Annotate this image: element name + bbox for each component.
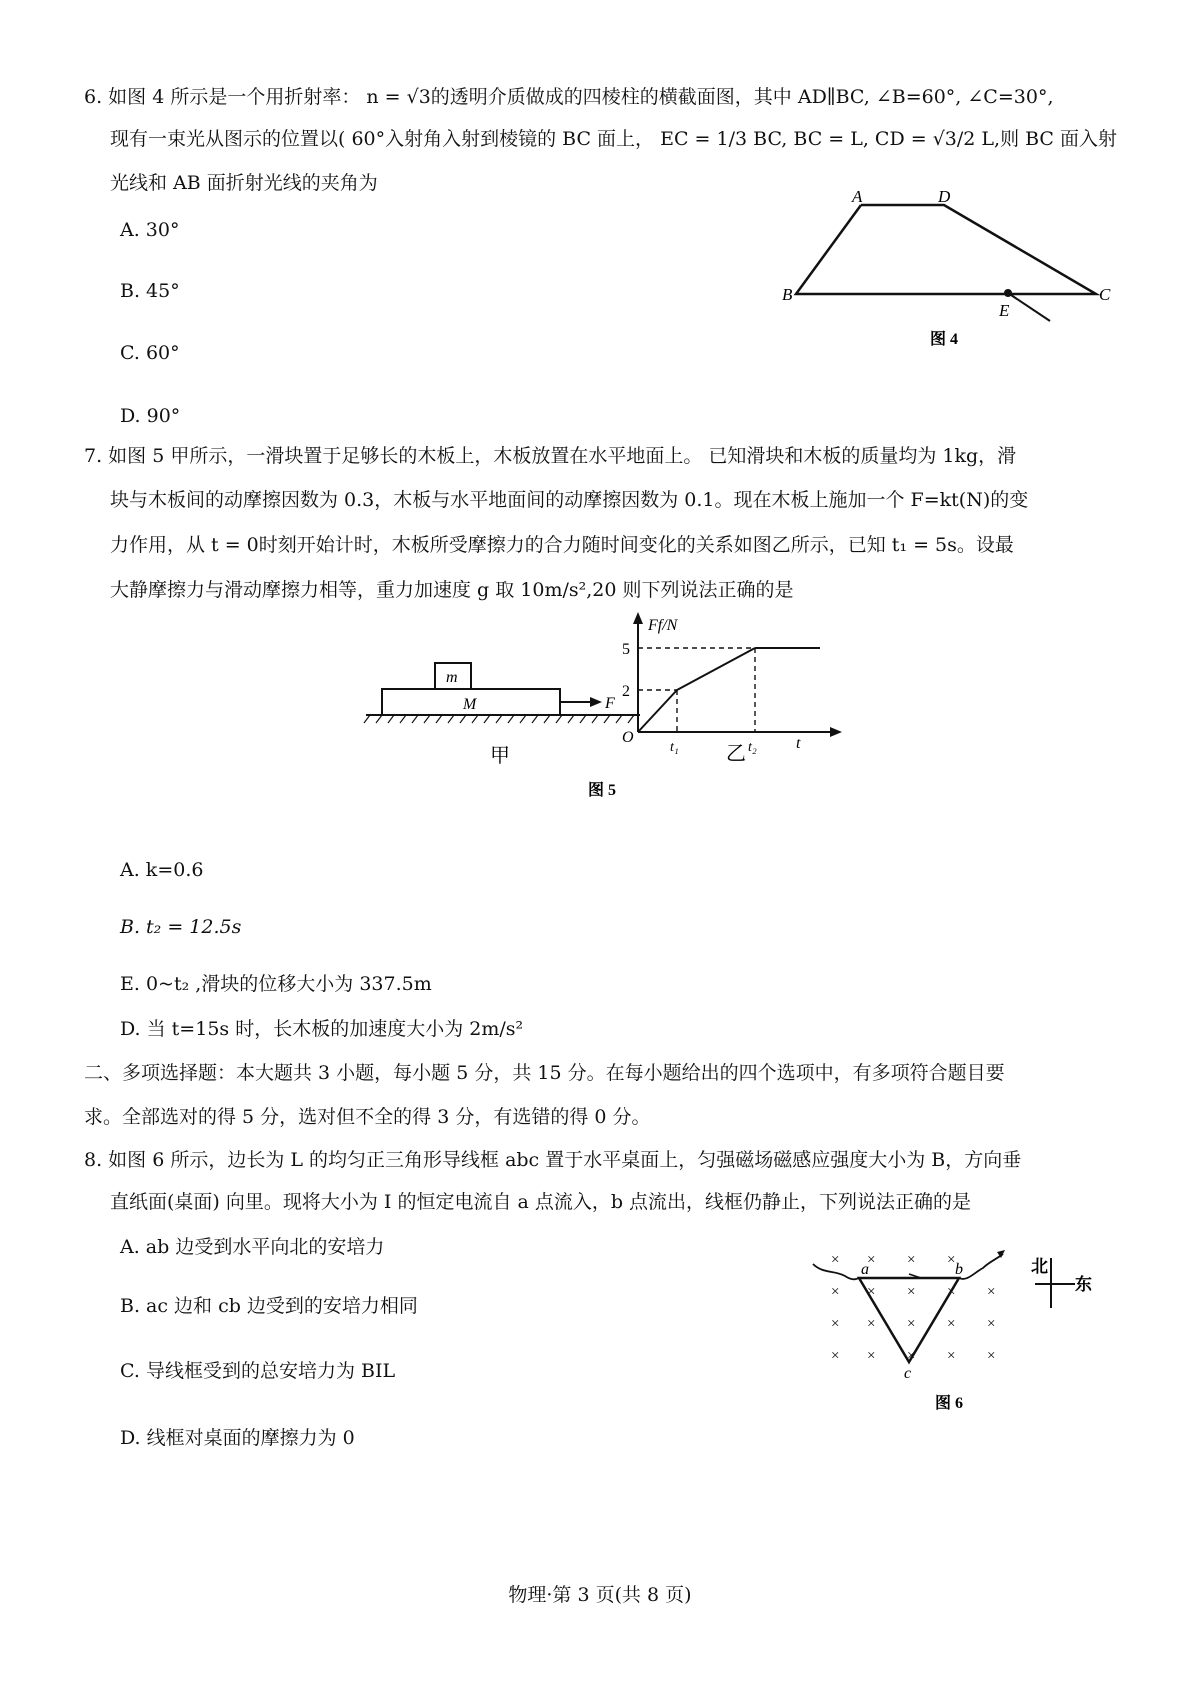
fig5-graph-ylabel: Ff/N xyxy=(648,617,678,634)
fig4-label-d: D xyxy=(938,187,951,206)
svg-text:×: × xyxy=(831,1252,840,1268)
figure-5 xyxy=(350,610,850,825)
fig5-graph-t2: t₂ xyxy=(748,740,757,755)
q7-stem-line-2: 块与木板间的动摩擦因数为 0.3，木板与水平地面间的动摩擦因数为 0.1。现在木板上施加一个 F=kt(N)的变 xyxy=(110,489,1029,511)
q8-option-c: C. 导线框受到的总安培力为 BIL xyxy=(120,1360,396,1382)
q6-stem-line-3: 光线和 AB 面折射光线的夹角为 xyxy=(110,172,378,194)
svg-text:×: × xyxy=(907,1348,916,1364)
page-footer: 物理·第 3 页(共 8 页) xyxy=(508,1584,692,1606)
q7-option-d: D. 当 t=15s 时，长木板的加速度大小为 2m/s² xyxy=(120,1018,524,1040)
fig5-force-label: F xyxy=(605,695,615,712)
q7-option-a: A. k=0.6 xyxy=(120,859,204,881)
fig5-caption-jia: 甲 xyxy=(490,745,510,767)
q7-option-b: B. t₂ = 12.5s xyxy=(120,916,242,938)
q8-option-a: A. ab 边受到水平向北的安培力 xyxy=(120,1236,385,1258)
fig5-graph-xlabel: t xyxy=(796,735,801,752)
q6-option-c: C. 60° xyxy=(120,342,180,364)
q6-option-a: A. 30° xyxy=(120,219,180,241)
figure-6-magnetic-field xyxy=(805,1250,1105,1420)
q7-option-e: E. 0~t₂ ,滑块的位移大小为 337.5m xyxy=(120,973,432,995)
fig4-caption: 图 4 xyxy=(930,331,959,348)
q8-stem-line-2: 直纸面(桌面) 向里。现将大小为 I 的恒定电流自 a 点流入，b 点流出，线框仍静止，下列说法正确的是 xyxy=(110,1191,972,1213)
section2-intro-line-2: 求。全部选对的得 5 分，选对但不全的得 3 分，有选错的得 0 分。 xyxy=(84,1106,651,1128)
q6-option-b: B. 45° xyxy=(120,280,180,302)
svg-text:×: × xyxy=(987,1316,996,1332)
svg-text:×: × xyxy=(867,1316,876,1332)
fig5-block-label: m xyxy=(446,669,458,686)
fig5-board-label: M xyxy=(463,696,477,713)
fig6-compass-north: 北 xyxy=(1031,1257,1048,1276)
fig5-graph-ytick-5: 5 xyxy=(622,641,630,658)
svg-text:×: × xyxy=(907,1316,916,1332)
fig5-graph-origin: O xyxy=(622,729,634,746)
svg-text:×: × xyxy=(907,1284,916,1300)
fig5-graph-t1: t₁ xyxy=(670,740,679,755)
q7-stem-line-4: 大静摩擦力与滑动摩擦力相等，重力加速度 g 取 10m/s²,20 则下列说法正确的是 xyxy=(110,579,794,601)
svg-text:×: × xyxy=(831,1316,840,1332)
svg-text:×: × xyxy=(987,1284,996,1300)
svg-text:×: × xyxy=(867,1252,876,1268)
q6-stem-line-2: 现有一束光从图示的位置以( 60°入射角入射到棱镜的 BC 面上， EC = 1/3 BC, BC = L, CD = √3/2 L,则 BC 面入射 xyxy=(110,128,1118,150)
fig5-caption-yi: 乙 xyxy=(726,743,746,765)
svg-text:×: × xyxy=(947,1348,956,1364)
section2-intro-line-1: 二、多项选择题：本大题共 3 小题，每小题 5 分，共 15 分。在每小题给出的四个选项中，有多项符合题目要 xyxy=(84,1062,1005,1084)
svg-text:×: × xyxy=(831,1348,840,1364)
q8-option-d: D. 线框对桌面的摩擦力为 0 xyxy=(120,1427,355,1449)
fig5-caption: 图 5 xyxy=(588,782,617,799)
fig6-label-a: a xyxy=(861,1261,869,1278)
q6-stem-line-1: 6. 如图 4 所示是一个用折射率： n = √3的透明介质做成的四棱柱的横截面图，其中 AD∥BC, ∠B=60°, ∠C=30°, xyxy=(84,86,1054,108)
svg-text:×: × xyxy=(867,1348,876,1364)
svg-text:×: × xyxy=(831,1284,840,1300)
fig4-label-c: C xyxy=(1099,285,1111,304)
fig5-graph-ytick-2: 2 xyxy=(622,683,630,700)
fig4-label-b: B xyxy=(782,285,793,304)
fig6-label-b: b xyxy=(955,1261,963,1278)
fig6-label-c: c xyxy=(904,1365,912,1382)
fig6-compass-east: 东 xyxy=(1075,1275,1092,1294)
q8-stem-line-1: 8. 如图 6 所示，边长为 L 的均匀正三角形导线框 abc 置于水平桌面上，匀强磁场磁感应强度大小为 B，方向垂 xyxy=(84,1149,1022,1171)
q7-stem-line-3: 力作用，从 t = 0时刻开始计时，木板所受摩擦力的合力随时间变化的关系如图乙所示，已知 t₁ = 5s。设最 xyxy=(110,534,1014,556)
svg-text:×: × xyxy=(987,1348,996,1364)
fig6-caption: 图 6 xyxy=(935,1395,964,1412)
svg-text:×: × xyxy=(907,1252,916,1268)
q6-option-d: D. 90° xyxy=(120,405,181,427)
svg-text:×: × xyxy=(947,1316,956,1332)
svg-text:×: × xyxy=(947,1252,956,1268)
figure-4-trapezoid xyxy=(780,180,1120,360)
fig4-label-e: E xyxy=(999,301,1010,320)
q8-option-b: B. ac 边和 cb 边受到的安培力相同 xyxy=(120,1295,418,1317)
svg-text:×: × xyxy=(947,1284,956,1300)
q7-stem-line-1: 7. 如图 5 甲所示，一滑块置于足够长的木板上，木板放置在水平地面上。 已知滑块和木板的质量均为 1kg，滑 xyxy=(84,445,1017,467)
fig4-label-a: A xyxy=(852,187,863,206)
svg-text:×: × xyxy=(867,1284,876,1300)
